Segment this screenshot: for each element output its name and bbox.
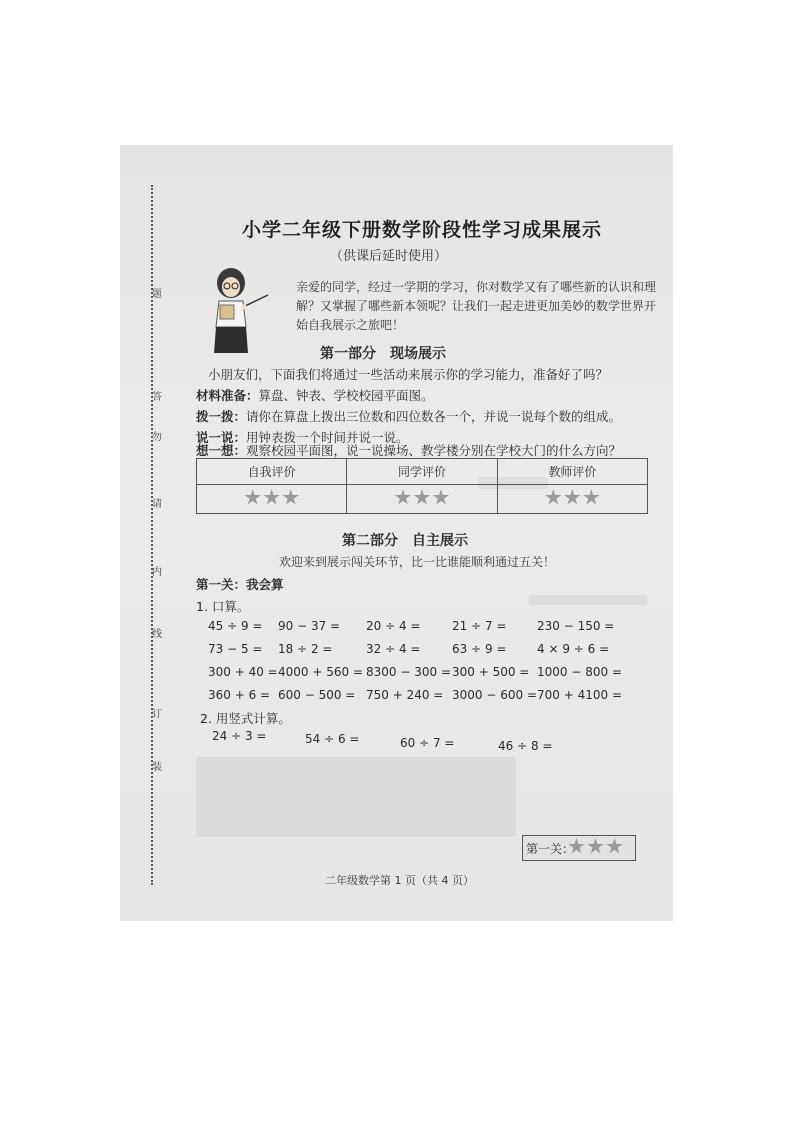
oral-problem: 21 ÷ 7 =	[452, 619, 507, 633]
oral-problem: 230 − 150 =	[537, 619, 615, 633]
item-text: 请你在算盘上拨出三位数和四位数各一个，并说一说每个数的组成。	[246, 409, 622, 424]
star-icon	[282, 489, 299, 506]
item-label: 材料准备：	[196, 388, 259, 403]
star-icon	[587, 838, 604, 855]
part1-heading: 第一部分 现场展示	[320, 346, 446, 362]
oral-problem: 3000 − 600 =	[452, 688, 537, 702]
part1-item	[196, 441, 621, 459]
item-text: 用钟表拨一个时间并说一说。	[246, 430, 409, 445]
part1-item	[196, 407, 621, 425]
star-icon	[432, 489, 449, 506]
star-icon	[568, 838, 585, 855]
page-subtitle: （供课后延时使用）	[330, 249, 448, 264]
oral-problem: 8300 − 300 =	[366, 665, 451, 679]
oral-problem: 20 ÷ 4 =	[366, 619, 421, 633]
pass-stars	[567, 838, 624, 859]
question-1-label: 1. 口算。	[196, 599, 250, 614]
binding-char: 线	[152, 629, 162, 640]
oral-problem: 300 + 500 =	[452, 665, 530, 679]
evaluation-header: 自我评价	[197, 459, 347, 485]
teacher-illustration	[206, 265, 276, 359]
vertical-problem: 60 ÷ 7 =	[400, 736, 455, 750]
star-rating-cell[interactable]	[197, 485, 347, 514]
show-through-mark	[196, 757, 516, 837]
oral-problem: 1000 − 800 =	[537, 665, 622, 679]
oral-problem: 700 + 4100 =	[537, 688, 622, 702]
oral-problem: 4 × 9 ÷ 6 =	[537, 642, 610, 656]
oral-problem: 63 ÷ 9 =	[452, 642, 507, 656]
star-icon	[545, 489, 562, 506]
item-label: 想一想：	[196, 443, 247, 458]
intro-paragraph: 亲爱的同学，经过一学期的学习，你对数学又有了哪些新的认识和理解？又掌握了哪些新本领呢？让我们一起走进更加美妙的数学世界开始自我展示之旅吧！	[296, 280, 657, 332]
level1-pass-box[interactable]	[522, 835, 636, 861]
oral-problem: 4000 + 560 =	[278, 665, 363, 679]
vertical-problem: 46 ÷ 8 =	[498, 739, 553, 753]
binding-char: 请	[152, 499, 162, 510]
vertical-problem: 54 ÷ 6 =	[305, 732, 360, 746]
part1-item	[196, 386, 434, 404]
star-icon	[564, 489, 581, 506]
binding-char: 勿	[152, 432, 162, 443]
binding-char: 装	[152, 762, 162, 773]
scanned-page	[120, 145, 673, 921]
item-text: 观察校园平面图，说一说操场、教学楼分别在学校大门的什么方向？	[246, 443, 622, 458]
oral-problem: 18 ÷ 2 =	[278, 642, 333, 656]
oral-problem: 73 − 5 =	[208, 642, 263, 656]
part2-welcome: 欢迎来到展示闯关环节，比一比谁能顺利通过五关！	[279, 555, 556, 569]
star-icon	[263, 489, 280, 506]
page-title: 小学二年级下册数学阶段性学习成果展示	[242, 219, 603, 241]
star-icon	[583, 489, 600, 506]
part2-heading: 第二部分 自主展示	[342, 533, 468, 549]
vertical-problem: 24 ÷ 3 =	[212, 729, 267, 743]
show-through-mark	[528, 595, 648, 605]
item-label: 说一说：	[196, 430, 247, 445]
part1-lead: 小朋友们，下面我们将通过一些活动来展示你的学习能力，准备好了吗？	[208, 367, 609, 382]
oral-problem: 32 ÷ 4 =	[366, 642, 421, 656]
evaluation-header: 同学评价	[347, 459, 497, 485]
item-text: 算盘、钟表、学校校园平面图。	[258, 388, 434, 403]
oral-problem: 45 ÷ 9 =	[208, 619, 263, 633]
star-rating-cell[interactable]	[347, 485, 497, 514]
oral-problem: 90 − 37 =	[278, 619, 341, 633]
question-2-label: 2. 用竖式计算。	[200, 711, 291, 726]
item-label: 拨一拨：	[196, 409, 247, 424]
level1-heading: 第一关：我会算	[196, 577, 284, 592]
star-icon	[394, 489, 411, 506]
star-icon	[244, 489, 261, 506]
binding-char: 题	[152, 289, 162, 300]
pass-label: 第一关：	[526, 842, 575, 856]
star-icon	[413, 489, 430, 506]
oral-problem: 300 + 40 =	[208, 665, 278, 679]
oral-problem: 750 + 240 =	[366, 688, 444, 702]
star-icon	[606, 838, 623, 855]
evaluation-header-row	[197, 459, 648, 485]
evaluation-stars-row	[197, 485, 648, 514]
binding-char: 订	[152, 709, 162, 720]
binding-char: 答	[152, 392, 162, 403]
oral-problem: 360 + 6 =	[208, 688, 271, 702]
evaluation-table	[196, 458, 648, 514]
evaluation-header: 教师评价	[497, 459, 647, 485]
binding-char: 内	[152, 567, 162, 578]
oral-problem: 600 − 500 =	[278, 688, 356, 702]
page-footer: 二年级数学第 1 页（共 4 页）	[325, 874, 474, 887]
star-rating-cell[interactable]	[497, 485, 647, 514]
